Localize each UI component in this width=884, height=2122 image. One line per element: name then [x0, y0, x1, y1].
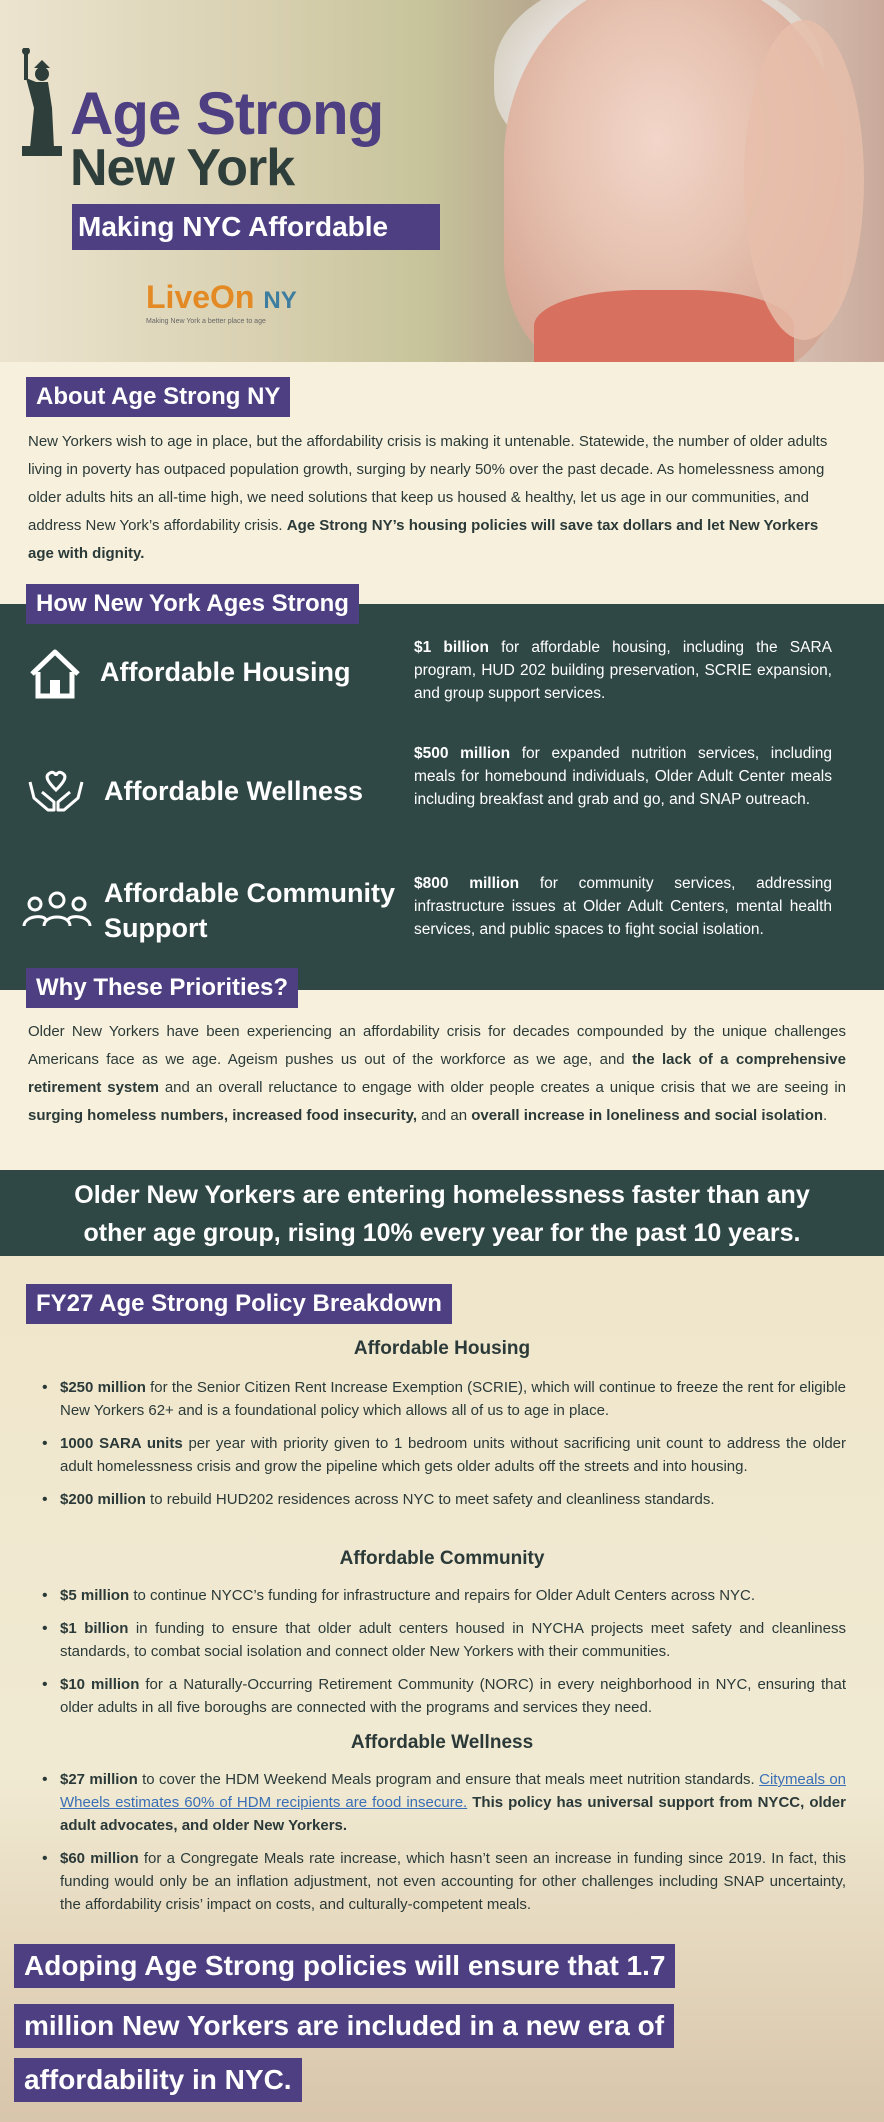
homelessness-banner: Older New Yorkers are entering homelessness faster than any other age group, rising 10% every year for the past 10 years. [0, 1170, 884, 1256]
logo-tagline: Making New York a better place to age [146, 318, 266, 325]
hero-photo-hand [744, 20, 864, 340]
pillar-housing-desc: $1 billion for affordable housing, including the SARA program, HUD 202 building preservation, SCRIE expansion, and group support services. [414, 639, 832, 702]
page-title-line1: Age Strong [70, 80, 384, 147]
housing-list [40, 1376, 846, 1521]
pillar-wellness-name: Affordable Wellness [104, 776, 364, 806]
list-item: • $1 billion in funding to ensure that older adult centers housed in NYCHA projects meet safety and cleanliness standards, to combat social isolation and connect older New Yorkers with their communities. [40, 1617, 846, 1663]
community-subheading: Affordable Community [339, 1548, 545, 1569]
cta-line2: million New Yorkers are included in a new era of [14, 2004, 674, 2048]
citymeals-link[interactable]: Citymeals on Wheels estimates 60% of HDM recipients are food insecure. [60, 1771, 847, 1811]
cta-line1: Adoping Age Strong policies will ensure that 1.7 [14, 1944, 675, 1988]
pillar-community-desc: $800 million for community services, addressing infrastructure issues at Older Adult Centers, mental health services, and public spaces to fight social isolation. [414, 875, 832, 938]
logo-main-text: LiveOn [146, 279, 255, 315]
why-heading: Why These Priorities? [26, 968, 298, 1008]
community-list [40, 1584, 846, 1729]
liveon-ny-logo [146, 280, 297, 325]
page-title-line2: New York [70, 139, 295, 197]
why-paragraph: Older New Yorkers have been experiencing an affordability crisis for decades compounded by the unique challenges Americans face as we age. Ageism pushes us out of the workforce as we age, and the lack of a comprehensive retirement system and an overall reluctance to engage with older people creates a unique crisis that we are seeing in surging homeless numbers, increased food insecurity, and an overall increase in loneliness and social isolation. [28, 1023, 847, 1124]
hands-heart-icon [26, 768, 86, 814]
hero-banner [0, 0, 884, 362]
housing-subheading: Affordable Housing [353, 1338, 531, 1359]
about-heading: About Age Strong NY [26, 377, 290, 417]
about-bold-statement: Age Strong NY’s housing policies will save tax dollars and let New Yorkers age with dignity. [28, 517, 819, 562]
how-heading: How New York Ages Strong [26, 584, 359, 624]
page-subtitle: Making NYC Affordable [72, 204, 440, 250]
list-item: • $27 million to cover the HDM Weekend Meals program and ensure that meals meet nutrition standards. Citymeals on Wheels estimates 60% of HDM recipients are food insecure. This policy has universal support from NYCC, older adult advocates, and older New Yorkers. [40, 1768, 846, 1837]
pillar-housing-name: Affordable Housing [100, 657, 351, 687]
pillar-wellness-desc: $500 million for expanded nutrition services, including meals for homebound individuals, Older Adult Center meals including breakfast and grab and go, and SNAP outreach. [414, 745, 832, 808]
house-icon [28, 648, 82, 700]
list-item: • $250 million for the Senior Citizen Rent Increase Exemption (SCRIE), which will continue to freeze the rent for eligible New Yorkers 62+ and is a foundational policy which allows all of us to age in place. [40, 1376, 846, 1422]
about-paragraph: New Yorkers wish to age in place, but the affordability crisis is making it untenable. Statewide, the number of older adults living in poverty has outpaced population growth, surging by nearly 50% over the past decade. As homelessness among older adults hits an all-time high, we need solutions that keep us housed & healthy, let us age in our communities, and address New York’s affordability crisis. Age Strong NY’s housing policies will save tax dollars and let New Yorkers age with dignity. [28, 433, 828, 562]
list-item: • $60 million for a Congregate Meals rate increase, which hasn’t seen an increase in funding since 2019. In fact, this funding would only be an inflation adjustment, not even accounting for other challenges including SNAP uncertainty, the affordability crisis’ impact on costs, and culturally-competent meals. [40, 1847, 846, 1916]
list-item: • $5 million to continue NYCC’s funding for infrastructure and repairs for Older Adult Centers across NYC. [40, 1584, 846, 1607]
statue-of-liberty-icon [18, 48, 66, 158]
people-group-icon [22, 890, 92, 930]
list-item: • 1000 SARA units per year with priority given to 1 bedroom units without sacrificing unit count to address the older adult homelessness crisis and grow the pipeline which gets older adults off the streets and into housing. [40, 1432, 846, 1478]
list-item: • $200 million to rebuild HUD202 residences across NYC to meet safety and cleanliness standards. [40, 1488, 846, 1511]
hero-photo-sweater [534, 290, 794, 362]
cta-line3: affordability in NYC. [14, 2058, 302, 2102]
logo-ny-text: NY [263, 287, 297, 314]
pillar-community-name: Affordable Community Support [104, 878, 396, 943]
policy-heading: FY27 Age Strong Policy Breakdown [26, 1284, 452, 1324]
list-item: • $10 million for a Naturally-Occurring Retirement Community (NORC) in every neighborhood in NYC, ensuring that older adults in all five boroughs are connected with the programs and services they need. [40, 1673, 846, 1719]
wellness-subheading: Affordable Wellness [350, 1732, 534, 1753]
wellness-list [40, 1768, 846, 1926]
